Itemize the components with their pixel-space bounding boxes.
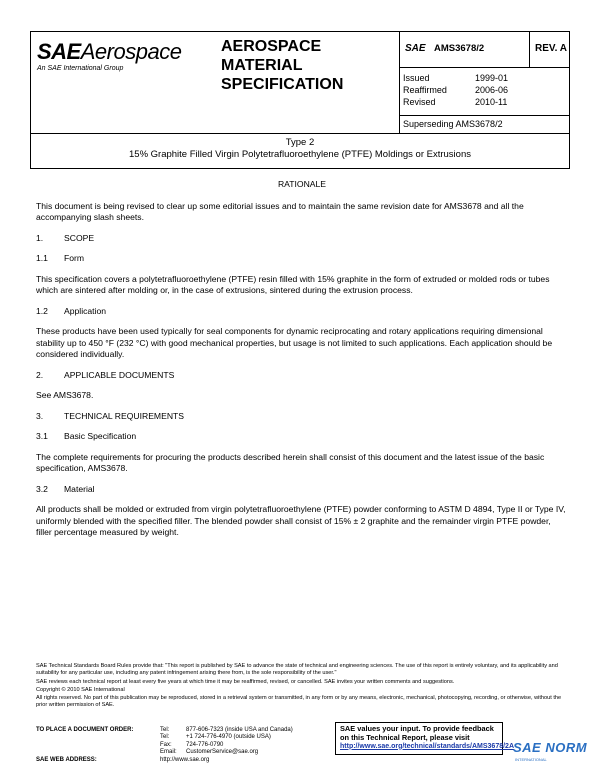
section-heading (36, 411, 568, 423)
document-body (36, 179, 568, 548)
contact-value: 724-776-0790 (186, 741, 224, 748)
feedback-box (335, 722, 515, 755)
contact-value: 877-606-7323 (inside USA and Canada) (186, 727, 293, 733)
section-number: 3.1 (36, 431, 48, 441)
revision-label: REV. A (534, 43, 568, 54)
divider (399, 67, 569, 68)
date-value: 2010-11 (475, 97, 508, 107)
divider (399, 32, 400, 133)
contact-value: +1 724-776-4970 (outside USA) (186, 734, 271, 741)
sae-mark: SAE (405, 43, 426, 54)
contact-type: Fax: (160, 741, 172, 748)
type-heading: Type 2 (285, 137, 315, 148)
divider (529, 32, 530, 67)
section-number: 3. (36, 410, 44, 421)
section-number: 2. (36, 369, 44, 380)
feedback-text: on this Technical Report, please visit (340, 732, 470, 742)
section-text: These products have been used typically for seal components for dynamic reciprocating and rotary applications requiring dimensional stability up to 450 °F (232 °C) with good mechanical properties, but usage is not limited to such applications. Each application should be considered individually. (36, 326, 553, 359)
date-label: Reaffirmed (403, 85, 447, 95)
doc-type-title: AEROSPACE MATERIAL SPECIFICATION (221, 38, 344, 93)
section-title: SCOPE (64, 232, 95, 243)
rationale-text: This document is being revised to clear up some editorial issues and to maintain the same revision date for AMS3678 and all the accompanying slash sheets. (36, 200, 524, 222)
section-number: 1. (36, 232, 44, 243)
section-number: 1.1 (36, 253, 48, 263)
logo-subtitle: An SAE International Group (37, 65, 124, 72)
logo (31, 32, 217, 133)
superseding-note: Superseding AMS3678/2 (403, 119, 503, 129)
feedback-link[interactable]: http://www.sae.org/technical/standards/AMS3678/2A (340, 742, 515, 750)
section-title: Material (64, 483, 95, 494)
section-heading (36, 370, 568, 382)
feedback-text: SAE values your input. To provide feedback (340, 724, 494, 733)
divider (399, 115, 569, 116)
order-label: TO PLACE A DOCUMENT ORDER: (36, 727, 134, 733)
footer-copyright: Copyright © 2010 SAE International (36, 686, 125, 693)
section-heading (36, 484, 568, 496)
contact-type: Tel: (160, 734, 170, 741)
header-table (30, 31, 570, 134)
contact-row (36, 742, 336, 749)
section-text: The complete requirements for procuring the products described herein shall consist of this document and the latest issue of the basic specification, AMS3678. (36, 451, 545, 473)
watermark (499, 740, 600, 776)
footer-rights: All rights reserved. No part of this publication may be reproduced, stored in a retrieval system or transmitted, in any form or by any means, electronic, mechanical, photocopying, recording, or otherwise, without the prior written permission of SAE. (36, 695, 562, 709)
section-text: See AMS3678. (36, 390, 94, 400)
section-number: 1.2 (36, 305, 48, 316)
contact-row (36, 749, 336, 756)
footer-review: SAE reviews each technical report at least every five years at which time it may be reaffirmed, revised, or cancelled. SAE invites your written comments and suggestions. (36, 678, 455, 685)
date-label: Revised (403, 97, 436, 107)
date-value: 2006-06 (475, 85, 509, 95)
section-heading (36, 233, 568, 245)
web-link[interactable]: http://www.sae.org (160, 757, 210, 763)
rationale-heading: RATIONALE (277, 179, 327, 189)
section-text: All products shall be molded or extruded from virgin polytetrafluoroethylene (PTFE) powder conforming to ASTM D 4894, Type II or Type IV, uniformly blended with the specified filler. The blended powder shall consist of 15% ± 2 graphite and the remainder virgin PTFE powder, filler percentage measured by weight. (36, 504, 566, 537)
section-heading (36, 431, 568, 443)
order-contacts (36, 727, 336, 757)
section-title: Application (64, 305, 107, 316)
logo-text (37, 39, 181, 65)
date-row (403, 84, 567, 96)
section-number: 3.2 (36, 483, 48, 494)
contact-type: Email: (160, 749, 177, 756)
legal-footer (36, 663, 568, 711)
section-title: TECHNICAL REQUIREMENTS (64, 410, 185, 421)
title-box (30, 133, 570, 169)
section-title: Form (64, 253, 85, 263)
document-number: AMS3678/2 (434, 43, 485, 54)
section-text: This specification covers a polytetrafluoroethylene (PTFE) resin filled with 15% graphite in the form of extruded or molded rods or tubes which are sintered after molding or, in the case of extrusions, sintered during the extrusion process. (36, 273, 550, 295)
logo-word: Aerospace (80, 39, 182, 64)
date-row (403, 72, 567, 84)
section-title: Basic Specification (64, 431, 137, 441)
watermark-text: SAE NORM (513, 740, 588, 755)
date-value: 1999-01 (475, 73, 509, 83)
section-title: APPLICABLE DOCUMENTS (64, 369, 175, 380)
web-address-row (36, 757, 209, 763)
date-list (403, 72, 567, 108)
contact-type: Tel: (160, 727, 170, 733)
contact-email[interactable]: CustomerService@sae.org (186, 749, 259, 756)
logo-brand: SAE (37, 39, 81, 64)
spec-description: 15% Graphite Filled Virgin Polytetrafluoroethylene (PTFE) Moldings or Extrusions (129, 149, 471, 160)
watermark-subtext: INTERNATIONAL (515, 757, 547, 762)
date-row (403, 96, 567, 108)
contact-row (36, 727, 336, 734)
contact-row (36, 734, 336, 741)
section-heading (36, 253, 568, 265)
footer-rules: SAE Technical Standards Board Rules provide that: "This report is published by SAE to advance the state of technical and engineering sciences. The use of this report is entirely voluntary, and its applicability and suitability for any particular use, including any patent infringement arising there from, is the sole responsibility of the user." (36, 663, 558, 677)
section-heading (36, 306, 568, 318)
date-label: Issued (403, 73, 430, 83)
web-label: SAE WEB ADDRESS: (36, 757, 97, 763)
